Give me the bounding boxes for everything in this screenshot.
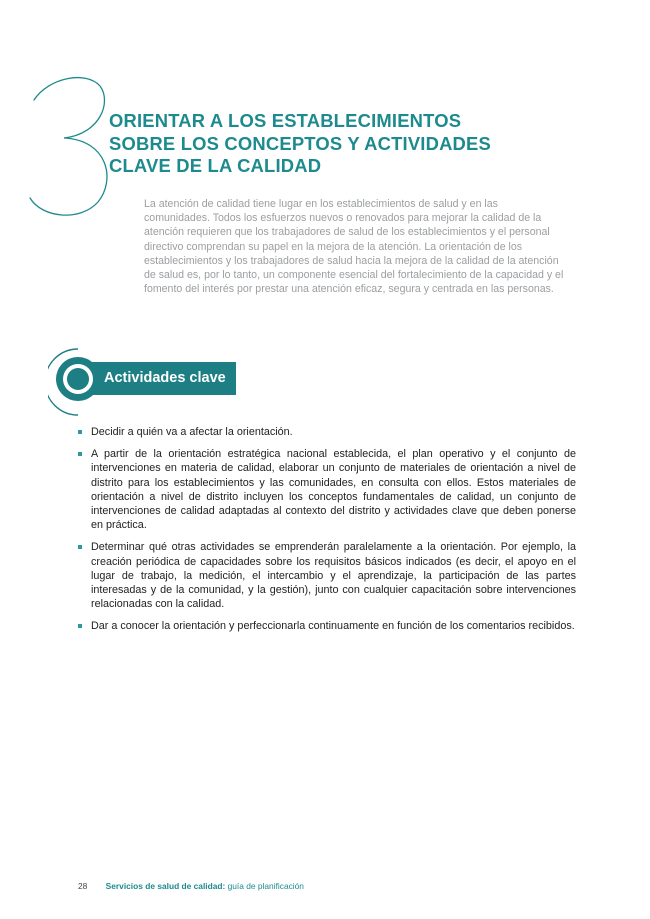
- list-item-text: Dar a conocer la orientación y perfeccionarla continuamente en función de los comentarios recibidos.: [91, 620, 575, 633]
- list-item-text: Determinar qué otras actividades se emprenderán paralelamente a la orientación. Por ejemplo, la creación periódica de capacidades sobre los requisitos básicos indicados (es decir, el apoyo en el lugar de trabajo, la medición, el intercambio y el aprendizaje, la participación de las partes interesadas y de la comunidad, y la gestión), junto con cualquier capacitación sobre intervenciones relacionadas con la calidad.: [91, 541, 576, 611]
- chapter-title-line: SOBRE LOS CONCEPTOS Y ACTIVIDADES: [109, 132, 491, 154]
- chapter-number-graphic: [24, 72, 114, 222]
- list-item: [78, 425, 576, 439]
- key-activities-list: [78, 425, 576, 642]
- bullet-square-icon: [78, 624, 82, 628]
- bullet-square-icon: [78, 452, 82, 456]
- list-item: [78, 540, 576, 611]
- list-item: [78, 447, 576, 532]
- page-footer: [78, 880, 304, 892]
- bullet-square-icon: [78, 430, 82, 434]
- document-subtitle: guía de planificación: [227, 881, 304, 891]
- list-item-text: A partir de la orientación estratégica nacional establecida, el plan operativo y el conjunto de intervenciones en materia de calidad, elaborar un conjunto de materiales de orientación a nivel de distrito para los establecimientos y las comunidades, en consulta con ellos. Estos materiales de orientación a nivel de distrito incluyen los conceptos fundamentales de calidad, un conjunto de intervenciones de calidad adaptadas al contexto del distrito y actividades clave que deben ponerse en práctica.: [91, 448, 576, 532]
- chapter-title: [109, 110, 529, 178]
- section-title: Actividades clave: [104, 370, 226, 386]
- chapter-title-line: CLAVE DE LA CALIDAD: [109, 155, 322, 176]
- bullet-square-icon: [78, 545, 82, 549]
- list-item: [78, 619, 576, 633]
- target-circle-icon: [54, 355, 102, 403]
- chapter-intro: La atención de calidad tiene lugar en los establecimientos de salud y en las comunidades. Todos los esfuerzos nuevos o renovados para mejorar la calidad de la atención requieren que los trabajadores de salud de los establecimientos y el personal directivo comprendan su papel en la mejora de la atención. La orientación de los establecimientos y los trabajadores de salud hacia la mejora de la calidad de la atención de salud es, por lo tanto, un componente esencial del fortalecimiento de la capacidad y el fomento del interés por prestar una atención eficaz, segura y centrada en las personas.: [144, 198, 564, 296]
- list-item-text: Decidir a quién va a afectar la orientación.: [91, 426, 293, 438]
- page-number: 28: [78, 881, 88, 891]
- chapter-title-line: ORIENTAR A LOS ESTABLECIMIENTOS: [109, 110, 462, 131]
- document-title: Servicios de salud de calidad:: [105, 881, 226, 891]
